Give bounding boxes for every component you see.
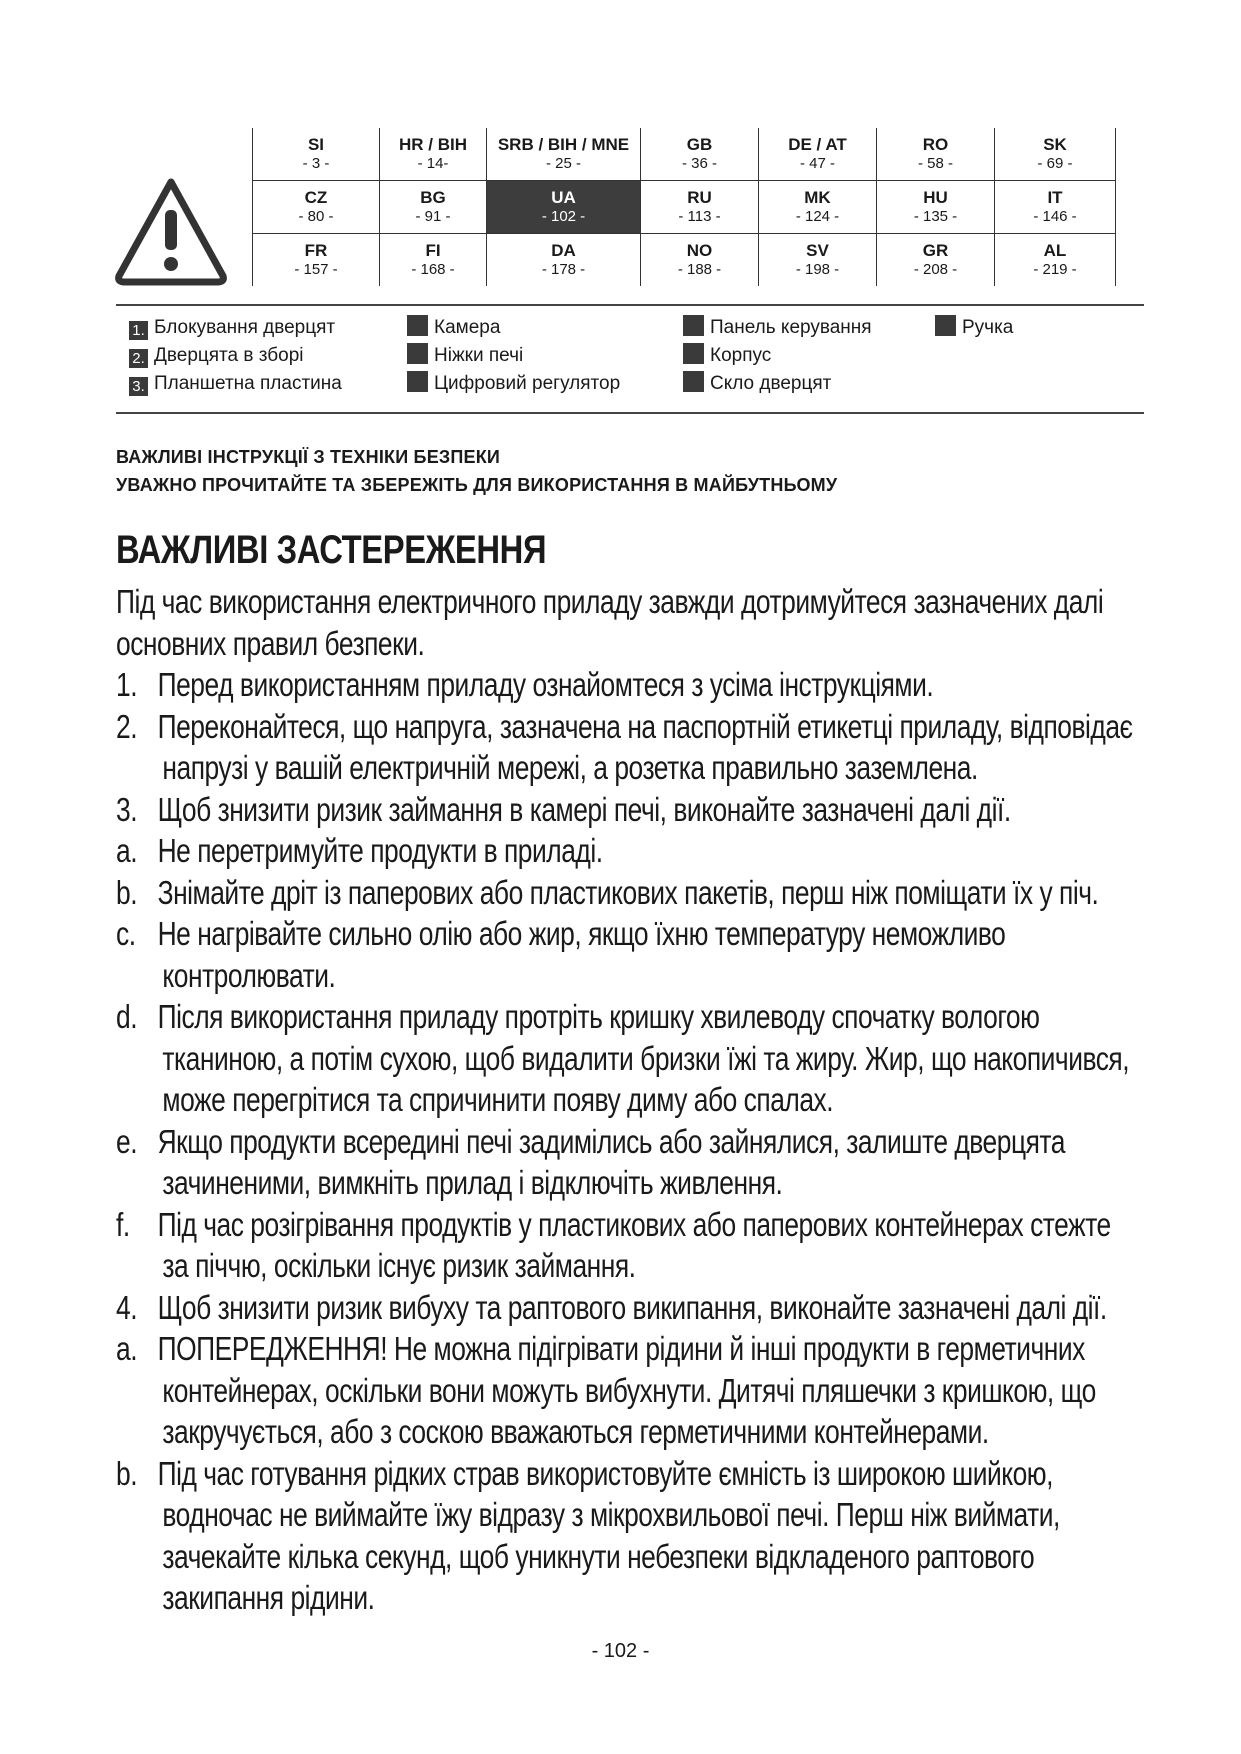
- lang-cell: RU - 113 -: [641, 181, 759, 234]
- instruction-text: Якщо продукти всередині печі задимілись або зайнялися, залиште дверцята: [157, 1122, 1065, 1160]
- instruction-line: [116, 1371, 1096, 1411]
- instruction-text: Перед використанням приладу ознайомтеся з усіма інструкціями.: [157, 666, 934, 703]
- instruction-line: [116, 1080, 833, 1120]
- instruction-text: за піччю, оскільки існує ризик займання.: [162, 1247, 636, 1284]
- part-item: Корпус: [683, 342, 771, 370]
- instruction-label: 1.: [116, 666, 138, 703]
- part-item: 3. Планшетна пластина: [129, 370, 342, 398]
- instruction-text: Щоб знизити ризик вибуху та раптового википання, виконайте зазначені далі дії.: [157, 1288, 1107, 1326]
- instruction-text: Під час використання електричного приладу завжди дотримуйтеся зазначених далі: [116, 583, 1104, 620]
- instruction-label: e.: [116, 1122, 138, 1160]
- part-item: Камера: [407, 314, 500, 342]
- instruction-text: ПОПЕРЕДЖЕННЯ! Не можна підігрівати рідини й інші продукти в герметичних: [157, 1330, 1085, 1367]
- divider: [116, 304, 1144, 306]
- instruction-line: [116, 1412, 989, 1452]
- instruction-text: Під час розігрівання продуктів у пластикових або паперових контейнерах стежте: [157, 1205, 1111, 1243]
- instruction-line: [116, 1578, 374, 1618]
- instruction-text: водночас не виймайте їжу відразу з мікрохвильової печі. Перш ніж виймати,: [162, 1496, 1060, 1533]
- instruction-line: [116, 1039, 1129, 1079]
- instruction-text: основних правил безпеки.: [116, 624, 425, 662]
- instruction-text: тканиною, а потім сухою, щоб видалити бризки їжі та жиру. Жир, що накопичився,: [162, 1039, 1130, 1077]
- part-item: 1. Блокування дверцят: [129, 314, 335, 342]
- instruction-line: [116, 1495, 1060, 1535]
- instruction-line: [116, 873, 1098, 913]
- instruction-line: [116, 582, 1103, 622]
- instruction-line: [116, 831, 603, 871]
- instruction-label: 3.: [116, 790, 138, 828]
- part-item: Цифровий регулятор: [407, 370, 620, 398]
- instruction-text: Не нагрівайте сильно олію або жир, якщо їхню температуру неможливо: [157, 915, 1006, 952]
- safety-subheader: УВАЖНО ПРОЧИТАЙТЕ ТА ЗБЕРЕЖІТЬ ДЛЯ ВИКОРИСТАННЯ В МАЙБУТНЬОМУ: [116, 475, 838, 495]
- lang-cell: FR - 157 -: [253, 234, 380, 287]
- instruction-text: контролювати.: [162, 956, 336, 994]
- lang-cell: GB - 36 -: [641, 128, 759, 181]
- lang-cell: DA - 178 -: [487, 234, 641, 287]
- parts-legend: [129, 314, 1129, 404]
- lang-cell: NO - 188 -: [641, 234, 759, 287]
- instruction-text: Щоб знизити ризик займання в камері печі, виконайте зазначені далі дії.: [157, 790, 1011, 828]
- instruction-text: Знімайте дріт із паперових або пластикових пакетів, перш ніж поміщати їх у піч.: [157, 873, 1099, 911]
- instruction-text: зачекайте кілька секунд, щоб уникнути небезпеки відкладеного раптового: [162, 1537, 1035, 1575]
- page-title: ВАЖЛИВІ ЗАСТЕРЕЖЕННЯ: [116, 528, 547, 572]
- lang-cell: BG - 91 -: [380, 181, 487, 234]
- instruction-line: [116, 956, 335, 996]
- part-item: 2. Дверцята в зборі: [129, 342, 304, 370]
- instruction-line: [116, 1288, 1107, 1328]
- instruction-label: f.: [116, 1205, 130, 1243]
- instruction-label: 4.: [116, 1288, 138, 1326]
- lang-cell: IT - 146 -: [995, 181, 1116, 234]
- part-item: Панель керування: [683, 314, 872, 342]
- lang-cell: FI - 168 -: [380, 234, 487, 287]
- lang-cell: HR / BIH - 14-: [380, 128, 487, 181]
- lang-cell: MK - 124 -: [759, 181, 877, 234]
- instruction-text: напрузі у вашій електричній мережі, а розетка правильно заземлена.: [162, 749, 978, 786]
- instruction-line: [116, 790, 1011, 830]
- instruction-label: b.: [116, 873, 138, 911]
- instruction-text: Під час готування рідких страв використовуйте ємність із широкою шийкою,: [157, 1454, 1053, 1492]
- instruction-label: d.: [116, 998, 138, 1035]
- part-item: Ніжки печі: [407, 342, 523, 370]
- instruction-line: [116, 1163, 782, 1203]
- instruction-label: a.: [116, 832, 138, 869]
- instruction-label: 2.: [116, 707, 138, 745]
- instruction-line: [116, 1537, 1034, 1577]
- instruction-line: [116, 624, 424, 664]
- lang-cell: SI - 3 -: [253, 128, 380, 181]
- lang-cell: CZ - 80 -: [253, 181, 380, 234]
- lang-cell-current: UA - 102 -: [487, 181, 641, 234]
- lang-cell: DE / AT - 47 -: [759, 128, 877, 181]
- lang-cell: SK - 69 -: [995, 128, 1116, 181]
- lang-cell: GR - 208 -: [877, 234, 995, 287]
- instruction-line: [116, 707, 1133, 747]
- lang-cell: RO - 58 -: [877, 128, 995, 181]
- lang-cell: AL - 219 -: [995, 234, 1116, 287]
- instruction-line: [116, 1205, 1111, 1245]
- instruction-line: [116, 748, 978, 788]
- instruction-text: закипання рідини.: [162, 1579, 375, 1616]
- instruction-line: [116, 1122, 1065, 1162]
- instruction-line: [116, 1246, 636, 1286]
- instruction-text: контейнерах, оскільки вони можуть вибухнути. Дитячі пляшечки з кришкою, що: [162, 1371, 1096, 1409]
- instruction-text: Після використання приладу протріть кришку хвилеводу спочатку вологою: [157, 998, 1040, 1035]
- instruction-label: c.: [116, 915, 136, 952]
- instruction-line: [116, 665, 933, 705]
- part-item: Скло дверцят: [683, 370, 831, 398]
- safety-header: ВАЖЛИВІ ІНСТРУКЦІЇ З ТЕХНІКИ БЕЗПЕКИ: [116, 447, 501, 467]
- instruction-label: a.: [116, 1330, 138, 1367]
- lang-cell: SRB / BIH / MNE - 25 -: [487, 128, 641, 181]
- instruction-line: [116, 997, 1039, 1037]
- instruction-line: [116, 1329, 1085, 1369]
- page-number: - 102 -: [591, 1640, 650, 1662]
- instruction-text: Не перетримуйте продукти в приладі.: [157, 832, 603, 869]
- language-index-table: [252, 128, 1116, 286]
- lang-cell: SV - 198 -: [759, 234, 877, 287]
- instruction-text: зачиненими, вимкніть прилад і відключіть живлення.: [162, 1164, 783, 1201]
- divider: [116, 412, 1144, 414]
- lang-cell: HU - 135 -: [877, 181, 995, 234]
- instruction-text: закручується, або з соскою вважаються герметичними контейнерами.: [162, 1413, 989, 1450]
- instruction-text: може перегрітися та спричинити появу диму або спалах.: [162, 1081, 834, 1118]
- instruction-text: Переконайтеся, що напруга, зазначена на паспортній етикетці приладу, відповідає: [157, 707, 1133, 745]
- instruction-line: [116, 914, 1005, 954]
- instruction-label: b.: [116, 1454, 138, 1492]
- part-item: Ручка: [935, 314, 1013, 342]
- warning-triangle-icon: [113, 176, 229, 286]
- instruction-line: [116, 1454, 1053, 1494]
